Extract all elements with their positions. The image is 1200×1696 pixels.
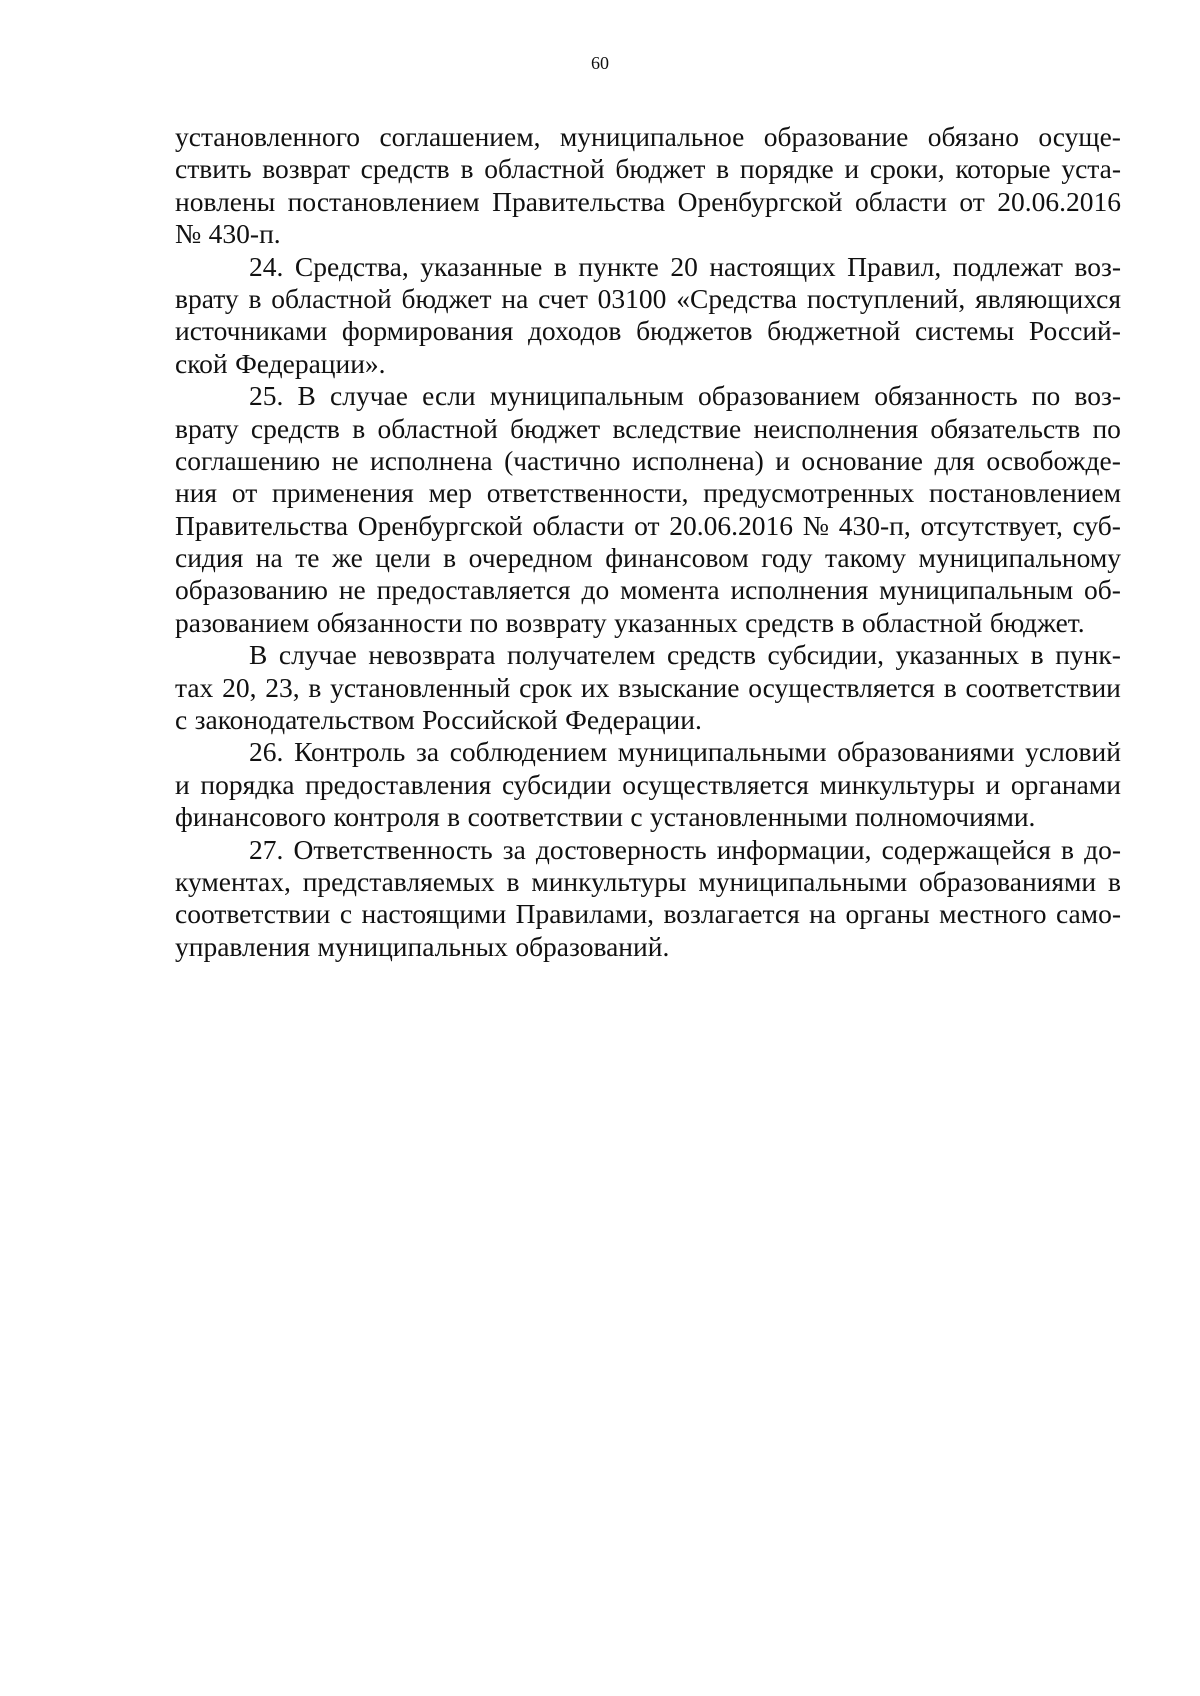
text-line: 24. Средства, указанные в пункте 20 настоящих Правил, подлежат воз- bbox=[249, 250, 1121, 282]
paragraph-27 bbox=[175, 834, 1121, 964]
text-line: сидия на те же цели в очередном финансовом году такому муниципальному bbox=[175, 542, 1121, 574]
text-line: ния от применения мер ответственности, предусмотренных постановлением bbox=[175, 477, 1121, 509]
text-line: ствить возврат средств в областной бюджет в порядке и сроки, которые уста- bbox=[175, 153, 1121, 185]
paragraph-25-second bbox=[175, 639, 1121, 736]
text-line: 26. Контроль за соблюдением муниципальными образованиями условий bbox=[249, 736, 1121, 768]
text-line: разованием обязанности по возврату указанных средств в областной бюджет. bbox=[175, 606, 1085, 638]
text-line: новлены постановлением Правительства Оренбургской области от 20.06.2016 bbox=[175, 185, 1121, 217]
paragraph-24 bbox=[175, 251, 1121, 381]
text-line: 27. Ответственность за достоверность информации, содержащейся в до- bbox=[249, 833, 1121, 865]
text-line: Правительства Оренбургской области от 20.06.2016 № 430-п, отсутствует, суб- bbox=[175, 509, 1121, 541]
text-line: тах 20, 23, в установленный срок их взыскание осуществляется в соответствии bbox=[175, 671, 1121, 703]
text-line: с законодательством Российской Федерации. bbox=[175, 704, 702, 736]
text-line: установленного соглашением, муниципальное образование обязано осуще- bbox=[175, 121, 1121, 152]
text-line: и порядка предоставления субсидии осуществляется минкультуры и органами bbox=[175, 768, 1121, 800]
text-line: управления муниципальных образований. bbox=[175, 930, 670, 962]
text-line: источниками формирования доходов бюджетов бюджетной системы Россий- bbox=[175, 315, 1121, 347]
paragraph-continuation bbox=[175, 121, 1121, 251]
text-line: соответствии с настоящими Правилами, возлагается на органы местного само- bbox=[175, 898, 1121, 930]
text-line: 25. В случае если муниципальным образованием обязанность по воз- bbox=[249, 380, 1121, 412]
text-line: врату в областной бюджет на счет 03100 «Средства поступлений, являющихся bbox=[175, 282, 1121, 314]
text-line: В случае невозврата получателем средств субсидии, указанных в пунк- bbox=[249, 639, 1121, 671]
text-line: кументах, представляемых в минкультуры муниципальными образованиями в bbox=[175, 865, 1121, 897]
page-number: 60 bbox=[591, 53, 609, 73]
document-body bbox=[175, 121, 1121, 963]
text-line: образованию не предоставляется до момента исполнения муниципальным об- bbox=[175, 574, 1121, 606]
text-line: № 430-п. bbox=[175, 218, 281, 250]
text-line: финансового контроля в соответствии с установленными полномочиями. bbox=[175, 801, 1036, 833]
paragraph-26 bbox=[175, 736, 1121, 833]
text-line: соглашению не исполнена (частично исполнена) и основание для освобожде- bbox=[175, 444, 1121, 476]
text-line: ской Федерации». bbox=[175, 347, 386, 379]
text-line: врату средств в областной бюджет вследствие неисполнения обязательств по bbox=[175, 412, 1121, 444]
paragraph-25 bbox=[175, 380, 1121, 639]
